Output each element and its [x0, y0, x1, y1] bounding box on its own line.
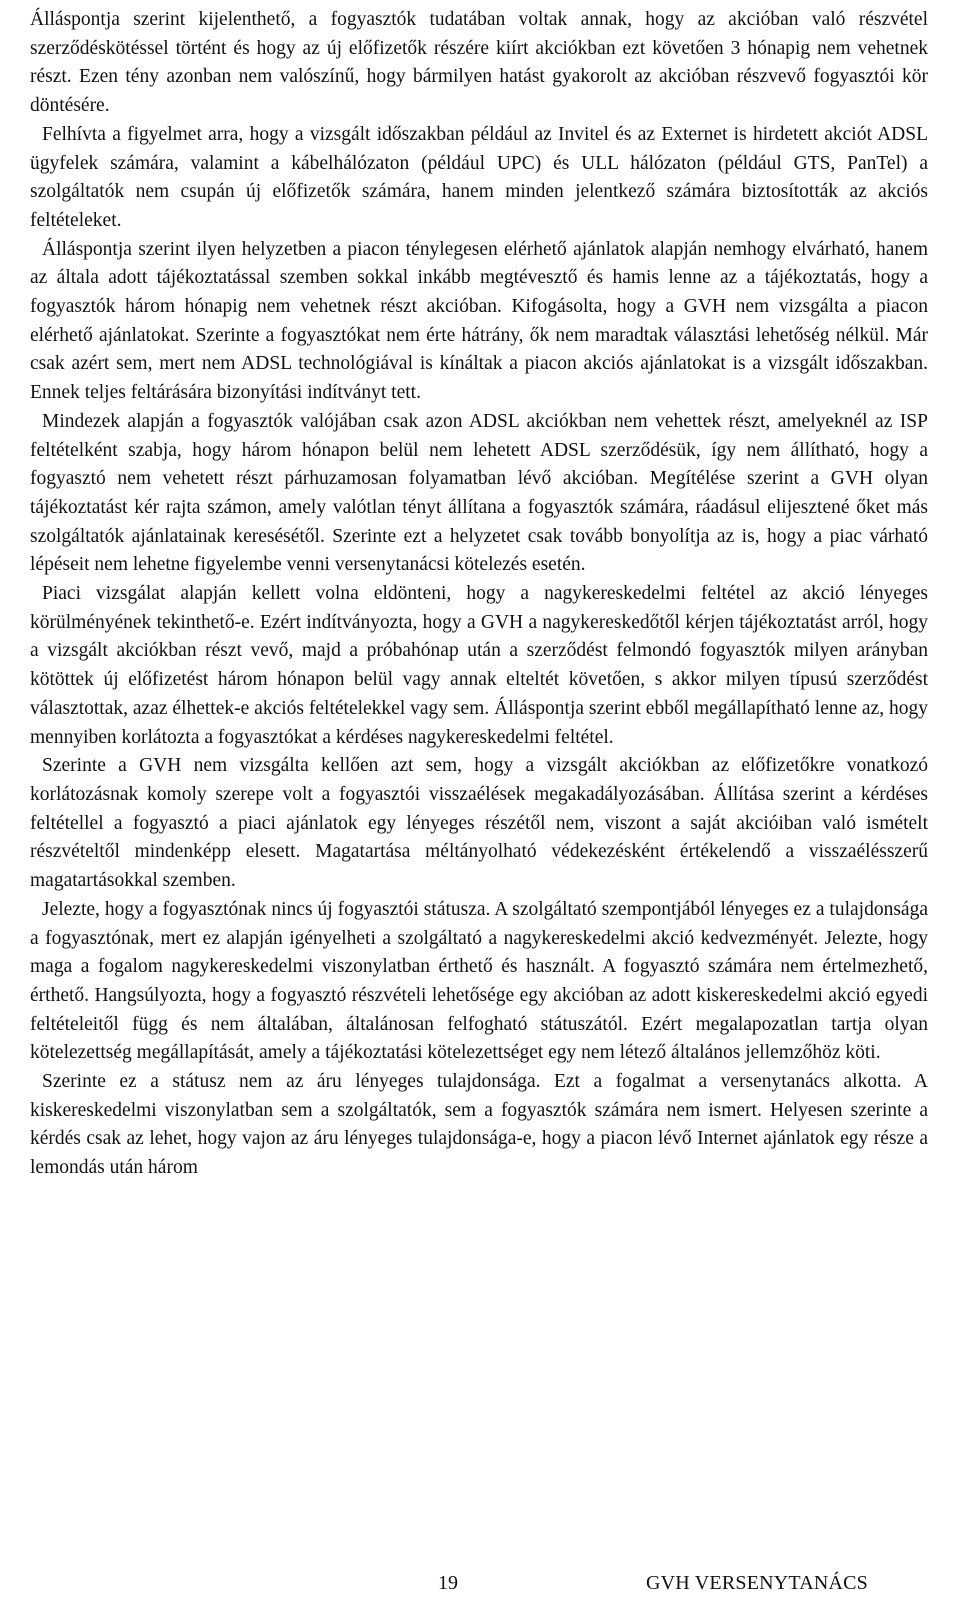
- paragraph-1: Álláspontja szerint kijelenthető, a fogyasztók tudatában voltak annak, hogy az akcióban való részvétel szerződéskötéssel történt és hogy az új előfizetők részére kiírt akciókban ezt követően 3 hónapig nem vehetnek részt. Ezen tény azonban nem valószínű, hogy bármilyen hatást gyakorolt az akcióban részvevő fogyasztói kör döntésére.: [30, 9, 928, 117]
- page-footer: [0, 1572, 960, 1602]
- paragraph-5: Piaci vizsgálat alapján kellett volna eldönteni, hogy a nagykereskedelmi feltétel az akció lényeges körülményének tekinthető-e. Ezért indítványozta, hogy a GVH a nagykereskedőtől kérjen tájékoztatást arról, hogy a vizsgált akciókban részt vevő, majd a próbahónap után a szerződést felmondó fogyasztók milyen arányban kötöttek új előfizetést három hónapon belül vagy annak elteltét követően, s akkor milyen típusú szerződést választottak, azaz élhettek-e akciós feltételekkel vagy sem. Álláspontja szerint ebből megállapítható lenne az, hogy mennyiben korlátozta a fogyasztókat a kérdéses nagykereskedelmi feltétel.: [30, 583, 928, 748]
- paragraph-7: Jelezte, hogy a fogyasztónak nincs új fogyasztói státusza. A szolgáltató szempontjából lényeges ez a tulajdonsága a fogyasztónak, mert ez alapján igényelheti a szolgáltató a nagykereskedelmi akció kedvezményét. Jelezte, hogy maga a fogalom nagykereskedelmi viszonylatban érthető és használt. A fogyasztó számára nem értelmezhető, érthető. Hangsúlyozta, hogy a fogyasztó részvételi lehetősége egy akcióban az adott kiskereskedelmi akció egyedi feltételeitől függ és nem általában, általánosan felfogható státuszától. Ezért megalapozatlan tartja olyan kötelezettség megállapítását, amely a tájékoztatási kötelezettséget egy nem létező általános jellemzőhöz köti.: [30, 898, 928, 1064]
- paragraph-6: Szerinte a GVH nem vizsgálta kellően azt sem, hogy a vizsgált akciókban az előfizetőkre vonatkozó korlátozásnak komoly szerepe volt a fogyasztói visszaélések megakadályozásában. Állítása szerint a kérdéses feltétellel a fogyasztó a piaci ajánlatok egy lényeges részétől nem, viszont a saját akcióiban való ismételt részvételtől mindenképp elesett. Magatartása méltányolható védekezésként értékelendő a visszaélésszerű magatartásokkal szemben.: [30, 755, 928, 892]
- footer-organization: GVH VERSENYTANÁCS: [646, 1572, 869, 1594]
- paragraph-4: Mindezek alapján a fogyasztók valójában csak azon ADSL akciókban nem vehettek részt, amelyeknél az ISP feltételként szabja, hogy három hónapon belül nem lehetett ADSL szerződésük, így nem állítható, hogy a fogyasztó nem vehetett részt párhuzamosan folyamatban lévő akcióban. Megítélése szerint a GVH olyan tájékoztatást kér rajta számon, amely valótlan tényt állítana a fogyasztók számára, ráadásul elijesztené őket más szolgáltatók ajánlatainak keresésétől. Szerinte ezt a helyzetet csak tovább bonyolítja az is, hogy a piac várható lépéseit nem lehetne figyelembe venni versenytanácsi kötelezés esetén.: [30, 410, 928, 576]
- paragraph-2: Felhívta a figyelmet arra, hogy a vizsgált időszakban például az Invitel és az Externet is hirdetett akciót ADSL ügyfelek számára, valamint a kábelhálózaton (például UPC) és ULL hálózaton (például GTS, PanTel) a szolgáltatók nem csupán új előfizetők számára, hanem minden jelentkező számára biztosították az akciós feltételeket.: [30, 123, 928, 231]
- paragraph-3: Álláspontja szerint ilyen helyzetben a piacon ténylegesen elérhető ajánlatok alapján nemhogy elvárható, hanem az általa adott tájékoztatással szemben sokkal inkább megtévesztő és hamis lenne az a tájékoztatás, hogy a fogyasztók három hónapig nem vehetnek részt akcióban. Kifogásolta, hogy a GVH nem vizsgálta a piacon elérhető ajánlatokat. Szerinte a fogyasztókat nem érte hátrány, ők nem maradtak választási lehetőség nélkül. Már csak azért sem, mert nem ADSL technológiával is kínáltak a piacon akciós ajánlatokat is a vizsgált időszakban. Ennek teljes feltárására bizonyítási indítványt tett.: [30, 238, 928, 404]
- document-page: [30, 6, 928, 1183]
- page-number: 19: [438, 1572, 458, 1594]
- paragraph-8: Szerinte ez a státusz nem az áru lényeges tulajdonsága. Ezt a fogalmat a versenytanács alkotta. A kiskereskedelmi viszonylatban sem a szolgáltatók, sem a fogyasztók számára nem ismert. Helyesen szerinte a kérdés csak az lehet, hogy vajon az áru lényeges tulajdonsága-e, hogy a piacon lévő Internet ajánlatok egy része a lemondás után három: [30, 1071, 928, 1179]
